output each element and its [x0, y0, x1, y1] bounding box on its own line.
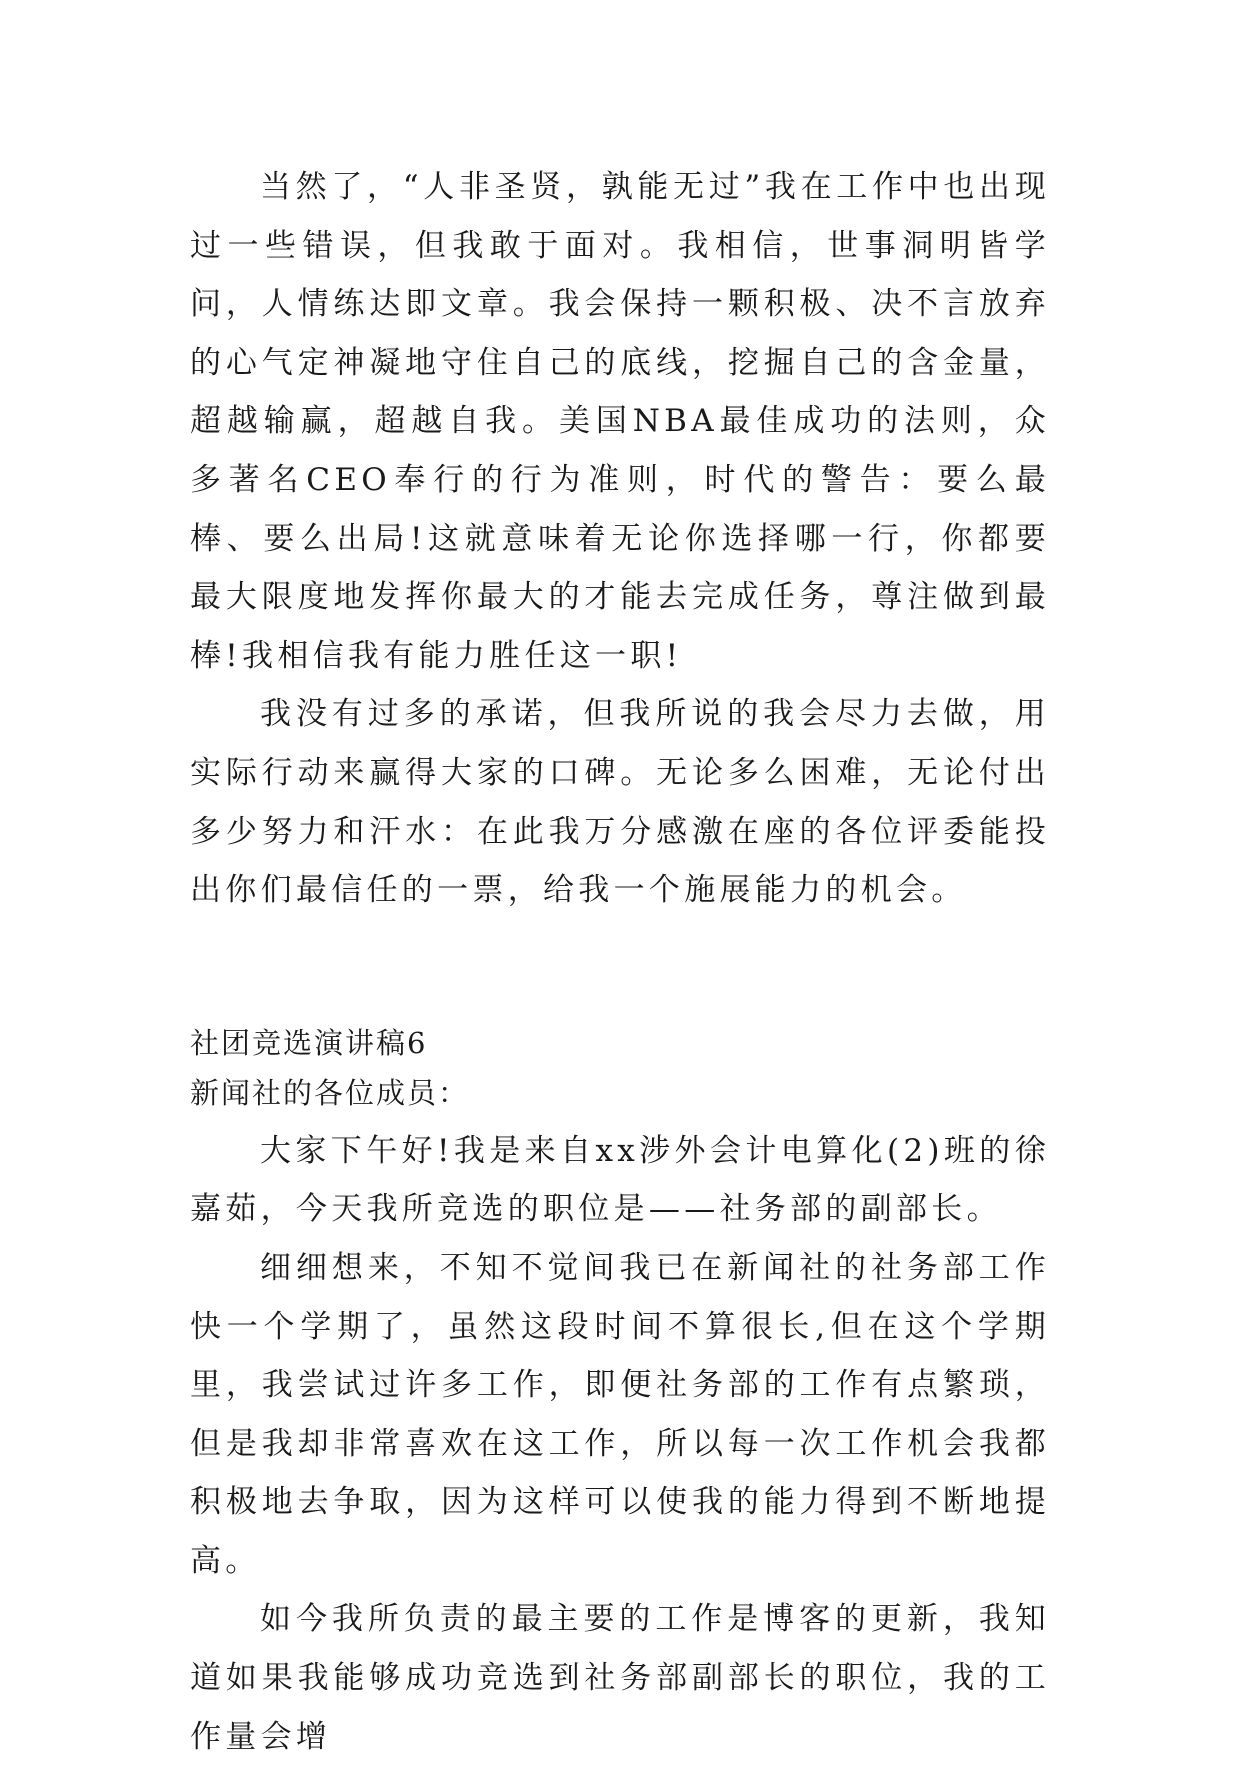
salutation: 新闻社的各位成员： [190, 1075, 470, 1110]
paragraph-experience: 细细想来，不知不觉间我已在新闻社的社务部工作快一个学期了，虽然这段时间不算很长,但在这个学期里，我尝试过许多工作，即便社务部的工作有点繁琐，但是我却非常喜欢在这工作，所以每一次工作机会我都积极地去争取，因为这样可以使我的能力得到不断地提高。 [190, 1249, 1050, 1579]
paragraph-promise: 我没有过多的承诺，但我所说的我会尽力去做，用实际行动来赢得大家的口碑。无论多么困难，无论付出多少努力和汗水：在此我万分感激在座的各位评委能投出你们最信任的一票，给我一个施展能力的机会。 [190, 696, 1050, 909]
section-spacer [190, 920, 1050, 1018]
section-title: 社团竞选演讲稿6 [190, 1025, 428, 1060]
paragraph-greeting: 大家下午好!我是来自xx涉外会计电算化(2)班的徐嘉茹，今天我所竞选的职位是——社务部的副部长。 [190, 1132, 1050, 1228]
paragraph-confidence: 当然了，“人非圣贤，孰能无过”我在工作中也出现过一些错误，但我敢于面对。我相信，世事洞明皆学问，人情练达即文章。我会保持一颗积极、决不言放弃的心气定神凝地守住自己的底线，挖掘自己的含金量，超越输赢，超越自我。美国NBA最佳成功的法则，众多著名CEO奉行的行为准则，时代的警告：要么最棒、要么出局!这就意味着无论你选择哪一行，你都要最大限度地发挥你最大的才能去完成任务，尊注做到最棒!我相信我有能力胜任这一职! [190, 169, 1050, 674]
paragraph-current-work: 如今我所负责的最主要的工作是博客的更新，我知道如果我能够成功竞选到社务部副部长的职位，我的工作量会增 [190, 1601, 1050, 1755]
document-page [190, 158, 1050, 1766]
